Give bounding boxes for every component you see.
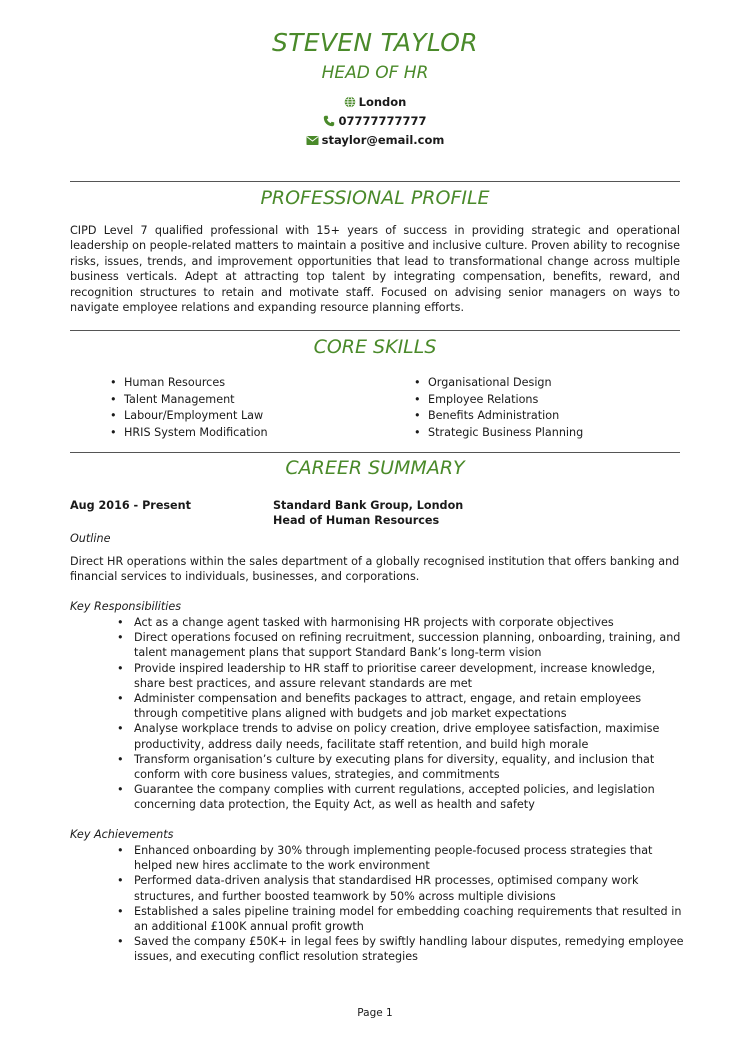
divider — [70, 452, 680, 453]
list-item: • Performed data-driven analysis that standardised HR processes, optimised company work structures, and further boosted teamwork by 50% across multiple divisions — [117, 873, 687, 903]
skill-item: • Talent Management — [110, 392, 268, 409]
responsibilities-label: Key Responsibilities — [70, 600, 182, 613]
profile-text: CIPD Level 7 qualified professional with 15+ years of success in providing strategic and operational leadership on people-related matters to maintain a positive and inclusive culture. Proven ability to recognise risks, issues, trends, and improvement opportunities that lead to transformational change across multiple business verticals. Adept at attracting top talent by integrating compensation, benefits, reward, and recognition structures to retain and motivate staff. Focused on advising senior managers on ways to navigate employee relations and expanding resource planning efforts. — [70, 224, 680, 315]
skill-item: • Benefits Administration — [414, 408, 583, 425]
email-text: staylor@email.com — [321, 133, 445, 147]
list-item: • Analyse workplace trends to advise on policy creation, drive employee satisfaction, maximise productivity, address daily needs, facilitate staff retention, and build high morale — [117, 721, 687, 751]
phone-icon — [323, 115, 335, 127]
candidate-title: HEAD OF HR — [321, 63, 429, 83]
globe-icon — [344, 96, 356, 108]
skill-item: • HRIS System Modification — [110, 425, 268, 442]
divider — [70, 181, 680, 182]
list-item: • Provide inspired leadership to HR staff to prioritise career development, increase knowledge, share best practices, and assure relevant standards are met — [117, 661, 687, 691]
outline-text: Direct HR operations within the sales department of a globally recognised institution that offers banking and financial services to individuals, businesses, and corporations. — [70, 555, 680, 584]
achievements-label: Key Achievements — [70, 828, 174, 841]
list-item: • Saved the company £50K+ in legal fees by swiftly handling labour disputes, remedying employee issues, and executing conflict resolution strategies — [117, 934, 687, 964]
skills-heading: CORE SKILLS — [313, 336, 437, 358]
list-item: • Established a sales pipeline training model for embedding coaching requirements that resulted in an additional £100K annual profit growth — [117, 904, 687, 934]
location-text: London — [358, 95, 407, 109]
skill-item: • Labour/Employment Law — [110, 408, 268, 425]
skill-item: • Strategic Business Planning — [414, 425, 583, 442]
skill-item: • Human Resources — [110, 375, 268, 392]
phone-text: 07777777777 — [338, 114, 427, 128]
job-dates: Aug 2016 - Present — [70, 499, 191, 512]
outline-label: Outline — [70, 532, 111, 545]
list-item: • Guarantee the company complies with current regulations, accepted policies, and legislation concerning data protection, the Equity Act, as well as health and safety — [117, 782, 687, 812]
list-item: • Direct operations focused on refining recruitment, succession planning, onboarding, training, and talent management plans that support Standard Bank’s long-term vision — [117, 630, 687, 660]
profile-heading: PROFESSIONAL PROFILE — [260, 187, 490, 209]
contact-email — [0, 132, 750, 148]
list-item: • Transform organisation’s culture by executing plans for diversity, equality, and inclusion that conform with core business values, strategies, and commitments — [117, 752, 687, 782]
list-item: • Act as a change agent tasked with harmonising HR projects with corporate objectives — [117, 615, 687, 630]
list-item: • Administer compensation and benefits packages to attract, engage, and retain employees through competitive plans aligned with budgets and job market expectations — [117, 691, 687, 721]
contact-location — [0, 94, 750, 110]
job-title: Head of Human Resources — [273, 514, 440, 527]
job-company: Standard Bank Group, London — [273, 499, 464, 512]
career-heading: CAREER SUMMARY — [285, 457, 465, 479]
candidate-name: STEVEN TAYLOR — [272, 28, 478, 57]
contact-phone — [0, 113, 750, 129]
responsibilities-list — [117, 615, 687, 813]
skills-list-right — [414, 375, 583, 441]
page-number: Page 1 — [357, 1007, 393, 1019]
skills-list-left — [110, 375, 268, 441]
achievements-list — [117, 843, 687, 965]
skill-item: • Organisational Design — [414, 375, 583, 392]
list-item: • Enhanced onboarding by 30% through implementing people-focused process strategies that helped new hires acclimate to the work environment — [117, 843, 687, 873]
envelope-icon — [306, 135, 319, 146]
divider — [70, 330, 680, 331]
skill-item: • Employee Relations — [414, 392, 583, 409]
